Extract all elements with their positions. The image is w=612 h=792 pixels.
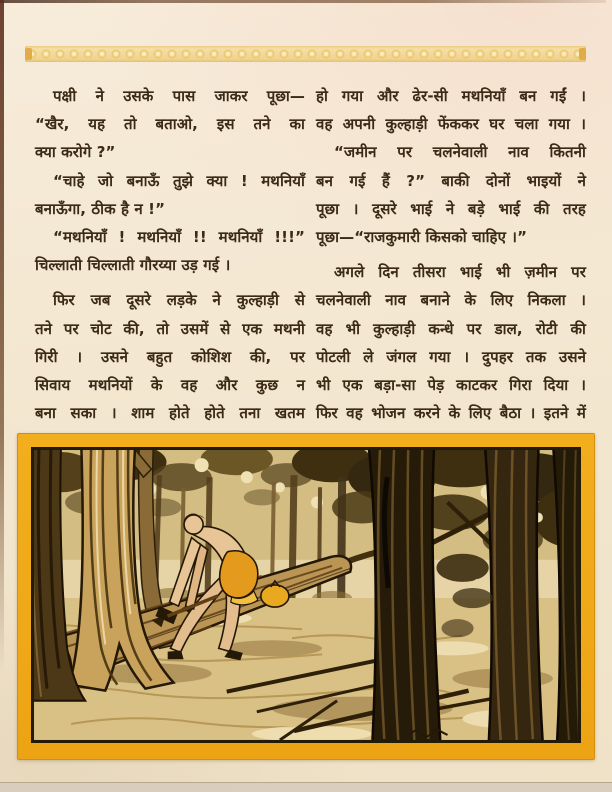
page-left-edge — [0, 0, 4, 792]
text-line: “चाहे जो बनाऊँ तुझे क्या ! मथनियाँ — [53, 171, 305, 190]
text-line: फिर वह भोजन करने के लिए बैठा । इतने में — [316, 404, 586, 423]
far-right-trunks — [485, 447, 581, 743]
text-line: पूछा—“राजकुमारी किसको चाहिए ।” — [316, 227, 528, 246]
text-column-right — [316, 82, 586, 427]
right-tree-trunk — [368, 447, 440, 743]
text-line: वह अपनी कुल्हाड़ी फेंककर घर चला गया । — [316, 115, 586, 134]
page-bottom-edge — [0, 782, 612, 792]
text-column-left — [35, 82, 305, 427]
text-line: वह भी कुल्हाड़ी कन्धे पर डाल, रोटी की — [316, 319, 586, 338]
text-line: गिरी । उसने बहुत कोशिश की, पर — [35, 347, 305, 366]
text-line: चिल्लाती चिल्लाती गौरय्या उड़ गई । — [35, 256, 231, 275]
story-illustration — [17, 433, 595, 760]
forest-scene — [31, 447, 581, 743]
dhoti — [220, 551, 258, 598]
text-line: हो गया और ढेर-सी मथनियाँ बन गईं । — [316, 87, 586, 105]
text-line: “खैर, यह तो बताओ, इस तने का — [35, 115, 305, 134]
text-line: पोटली ले जंगल गया । दुपहर तक उसने — [316, 347, 586, 366]
top-ornament-border — [25, 46, 586, 62]
text-line: बनाऊँगा, ठीक है न !” — [35, 199, 166, 218]
story-text — [35, 82, 586, 427]
text-line: बना सका । शाम होते होते तना खतम — [35, 404, 305, 423]
text-line: भी एक बड़ा-सा पेड़ काटकर गिरा दिया । — [316, 375, 586, 394]
text-line: सिवाय मथनियों के वह और कुछ न — [35, 375, 305, 394]
text-line: पक्षी ने उसके पास जाकर पूछा— — [53, 87, 305, 105]
text-line: क्या करोगे ?” — [35, 143, 116, 162]
text-line: पूछा । दूसरे भाई ने बड़े भाई की तरह — [316, 199, 586, 218]
text-line: चलनेवाली नाव बनाने के लिए निकला । — [316, 291, 586, 310]
text-line: अगले दिन तीसरा भाई भी ज़मीन पर — [334, 263, 586, 282]
text-line: बन गई हैं ?” बाकी दोनों भाइयों ने — [316, 171, 586, 190]
text-line: “मथनियाँ ! मथनियाँ !! मथनियाँ !!!” — [53, 227, 305, 246]
page-top-edge — [0, 0, 606, 3]
text-line: तने पर चोट की, तो उसमें से एक मथनी — [35, 319, 305, 338]
story-illustration-image — [31, 447, 581, 743]
text-line: “जमीन पर चलनेवाली नाव कितनी — [334, 143, 586, 162]
text-line: फिर जब दूसरे लड़के ने कुल्हाड़ी से — [53, 291, 305, 310]
